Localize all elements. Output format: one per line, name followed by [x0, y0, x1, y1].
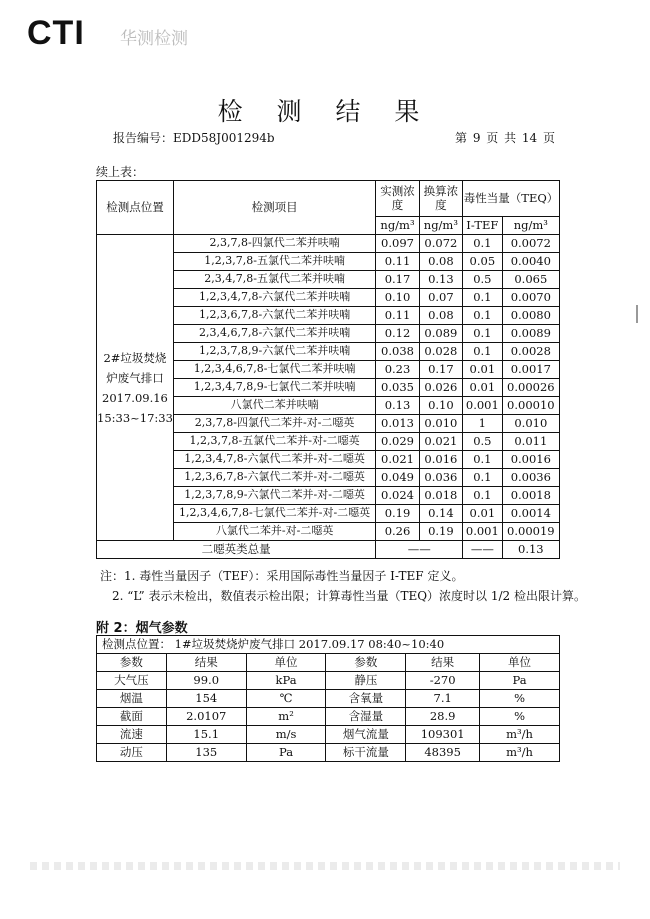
unit-teq: ng/m³: [502, 217, 559, 235]
attachment-location-row: [97, 636, 560, 654]
attachment-cell: m/s: [246, 726, 326, 744]
teq-value: 0.0017: [502, 361, 559, 379]
total-dash-itef: ——: [463, 541, 503, 559]
company-logo-subtitle: 华测检测: [120, 29, 188, 46]
teq-value: 0.0018: [502, 487, 559, 505]
item-name: 1,2,3,7,8,9-六氯代二苯并-对-二噁英: [173, 487, 375, 505]
attachment-col-header: 结果: [406, 654, 480, 672]
total-value: 0.13: [502, 541, 559, 559]
itef-value: 0.1: [463, 451, 503, 469]
table-row: [97, 708, 560, 726]
total-label: 二噁英类总量: [97, 541, 376, 559]
attachment-cell: 15.1: [166, 726, 246, 744]
attachment-cell: 烟温: [97, 690, 167, 708]
item-name: 1,2,3,7,8,9-六氯代二苯并呋喃: [173, 343, 375, 361]
item-name: 1,2,3,4,7,8,9-七氯代二苯并呋喃: [173, 379, 375, 397]
teq-value: 0.0028: [502, 343, 559, 361]
itef-value: 0.001: [463, 397, 503, 415]
item-name: 1,2,3,4,6,7,8-七氯代二苯并呋喃: [173, 361, 375, 379]
measured-value: 0.11: [376, 307, 419, 325]
measured-value: 0.19: [376, 505, 419, 523]
measured-value: 0.11: [376, 253, 419, 271]
attachment-cell: m³/h: [480, 744, 560, 762]
itef-value: 0.1: [463, 289, 503, 307]
teq-value: 0.00010: [502, 397, 559, 415]
item-name: 2,3,7,8-四氯代二苯并呋喃: [173, 235, 375, 253]
itef-value: 0.1: [463, 307, 503, 325]
measured-value: 0.038: [376, 343, 419, 361]
itef-value: 1: [463, 415, 503, 433]
page-counter: 第 9 页 共 14 页: [455, 131, 555, 145]
attachment-cell: 2.0107: [166, 708, 246, 726]
item-name: 1,2,3,4,7,8-六氯代二苯并-对-二噁英: [173, 451, 375, 469]
table-row: [97, 726, 560, 744]
measured-value: 0.17: [376, 271, 419, 289]
converted-value: 0.07: [419, 289, 462, 307]
attachment-cell: 静压: [326, 672, 406, 690]
converted-value: 0.018: [419, 487, 462, 505]
attachment-cell: 大气压: [97, 672, 167, 690]
unit-converted: ng/m³: [419, 217, 462, 235]
converted-value: 0.14: [419, 505, 462, 523]
location-line: 2017.09.16: [102, 390, 168, 405]
company-logo: CTI: [27, 14, 85, 52]
teq-value: 0.0014: [502, 505, 559, 523]
measured-value: 0.024: [376, 487, 419, 505]
table-row: [97, 672, 560, 690]
item-name: 1,2,3,6,7,8-六氯代二苯并呋喃: [173, 307, 375, 325]
converted-value: 0.021: [419, 433, 462, 451]
col-header-teq: 毒性当量（TEQ）: [463, 181, 560, 217]
attachment-cell: ℃: [246, 690, 326, 708]
converted-value: 0.17: [419, 361, 462, 379]
attachment-col-header: 单位: [246, 654, 326, 672]
attachment-header-row: [97, 654, 560, 672]
attachment-cell: %: [480, 708, 560, 726]
converted-value: 0.028: [419, 343, 462, 361]
measured-value: 0.013: [376, 415, 419, 433]
attachment-cell: 48395: [406, 744, 480, 762]
attachment-cell: 截面: [97, 708, 167, 726]
measured-value: 0.13: [376, 397, 419, 415]
itef-value: 0.01: [463, 505, 503, 523]
note-2: 2. “L” 表示未检出，数值表示检出限；计算毒性当量（TEQ）浓度时以 1/2 检出限计算。: [112, 589, 586, 603]
location-cell: [97, 235, 174, 541]
page-title: 检 测 结 果: [217, 97, 433, 126]
itef-value: 0.01: [463, 379, 503, 397]
unit-itef: I-TEF: [463, 217, 503, 235]
itef-value: 0.1: [463, 235, 503, 253]
teq-value: 0.0036: [502, 469, 559, 487]
attachment-cell: kPa: [246, 672, 326, 690]
attachment-cell: 含湿量: [326, 708, 406, 726]
continued-label: 续上表：: [96, 165, 145, 179]
table-row: [97, 235, 560, 253]
col-header-measured: 实测浓度: [376, 181, 419, 217]
attachment-cell: 135: [166, 744, 246, 762]
dioxin-results-table: [96, 180, 560, 559]
teq-value: 0.0070: [502, 289, 559, 307]
attachment-location: 检测点位置： 1#垃圾焚烧炉废气排口 2017.09.17 08:40~10:40: [97, 636, 560, 654]
scan-edge-mark: [636, 305, 638, 323]
attachment-cell: 含氧量: [326, 690, 406, 708]
col-header-converted: 换算浓度: [419, 181, 462, 217]
table-row: [97, 744, 560, 762]
attachment-cell: %: [480, 690, 560, 708]
converted-value: 0.072: [419, 235, 462, 253]
attachment-cell: 154: [166, 690, 246, 708]
item-name: 1,2,3,4,6,7,8-七氯代二苯并-对-二噁英: [173, 505, 375, 523]
item-name: 1,2,3,7,8-五氯代二苯并呋喃: [173, 253, 375, 271]
attachment-cell: m²: [246, 708, 326, 726]
item-name: 2,3,7,8-四氯代二苯并-对-二噁英: [173, 415, 375, 433]
teq-value: 0.010: [502, 415, 559, 433]
attachment-title: 附 2：烟气参数: [96, 621, 188, 636]
attachment-col-header: 参数: [97, 654, 167, 672]
attachment-cell: 109301: [406, 726, 480, 744]
attachment-cell: 动压: [97, 744, 167, 762]
table-header-row: [97, 181, 560, 217]
attachment-cell: 7.1: [406, 690, 480, 708]
teq-value: 0.0016: [502, 451, 559, 469]
col-header-point: 检测点位置: [97, 181, 174, 235]
note-1: 注：1. 毒性当量因子（TEF）：采用国际毒性当量因子 I-TEF 定义。: [100, 569, 464, 583]
attachment-col-header: 结果: [166, 654, 246, 672]
converted-value: 0.08: [419, 307, 462, 325]
attachment-cell: m³/h: [480, 726, 560, 744]
converted-value: 0.016: [419, 451, 462, 469]
converted-value: 0.13: [419, 271, 462, 289]
measured-value: 0.26: [376, 523, 419, 541]
attachment-col-header: 参数: [326, 654, 406, 672]
measured-value: 0.12: [376, 325, 419, 343]
scan-noise-strip: [30, 862, 620, 870]
item-name: 八氯代二苯并呋喃: [173, 397, 375, 415]
item-name: 2,3,4,7,8-五氯代二苯并呋喃: [173, 271, 375, 289]
measured-value: 0.10: [376, 289, 419, 307]
converted-value: 0.08: [419, 253, 462, 271]
teq-value: 0.011: [502, 433, 559, 451]
location-line: 2#垃圾焚烧: [103, 350, 167, 365]
attachment-cell: Pa: [246, 744, 326, 762]
location-line: 炉废气排口: [106, 370, 164, 385]
attachment-cell: 流速: [97, 726, 167, 744]
itef-value: 0.01: [463, 361, 503, 379]
measured-value: 0.029: [376, 433, 419, 451]
teq-value: 0.0072: [502, 235, 559, 253]
itef-value: 0.1: [463, 487, 503, 505]
itef-value: 0.1: [463, 469, 503, 487]
itef-value: 0.5: [463, 433, 503, 451]
measured-value: 0.049: [376, 469, 419, 487]
col-header-item: 检测项目: [173, 181, 375, 235]
measured-value: 0.097: [376, 235, 419, 253]
item-name: 1,2,3,7,8-五氯代二苯并-对-二噁英: [173, 433, 375, 451]
attachment-cell: -270: [406, 672, 480, 690]
unit-measured: ng/m³: [376, 217, 419, 235]
teq-value: 0.00019: [502, 523, 559, 541]
total-row: [97, 541, 560, 559]
attachment-cell: 99.0: [166, 672, 246, 690]
attachment-col-header: 单位: [480, 654, 560, 672]
teq-value: 0.0089: [502, 325, 559, 343]
itef-value: 0.1: [463, 325, 503, 343]
teq-value: 0.00026: [502, 379, 559, 397]
teq-value: 0.0080: [502, 307, 559, 325]
total-dash-measured: ——: [376, 541, 463, 559]
measured-value: 0.021: [376, 451, 419, 469]
converted-value: 0.036: [419, 469, 462, 487]
item-name: 1,2,3,4,7,8-六氯代二苯并呋喃: [173, 289, 375, 307]
teq-value: 0.065: [502, 271, 559, 289]
table-row: [97, 690, 560, 708]
notes: [100, 566, 586, 606]
itef-value: 0.5: [463, 271, 503, 289]
location-line: 15:33~17:33: [97, 410, 173, 425]
converted-value: 0.089: [419, 325, 462, 343]
item-name: 2,3,4,6,7,8-六氯代二苯并呋喃: [173, 325, 375, 343]
item-name: 1,2,3,6,7,8-六氯代二苯并-对-二噁英: [173, 469, 375, 487]
converted-value: 0.19: [419, 523, 462, 541]
attachment-cell: 标干流量: [326, 744, 406, 762]
measured-value: 0.23: [376, 361, 419, 379]
attachment-cell: 烟气流量: [326, 726, 406, 744]
itef-value: 0.1: [463, 343, 503, 361]
measured-value: 0.035: [376, 379, 419, 397]
item-name: 八氯代二苯并-对-二噁英: [173, 523, 375, 541]
itef-value: 0.05: [463, 253, 503, 271]
attachment-cell: 28.9: [406, 708, 480, 726]
report-number: 报告编号：EDD58J001294b: [113, 131, 275, 145]
converted-value: 0.10: [419, 397, 462, 415]
attachment-cell: Pa: [480, 672, 560, 690]
converted-value: 0.026: [419, 379, 462, 397]
teq-value: 0.0040: [502, 253, 559, 271]
converted-value: 0.010: [419, 415, 462, 433]
flue-gas-parameters-table: [96, 635, 560, 762]
itef-value: 0.001: [463, 523, 503, 541]
